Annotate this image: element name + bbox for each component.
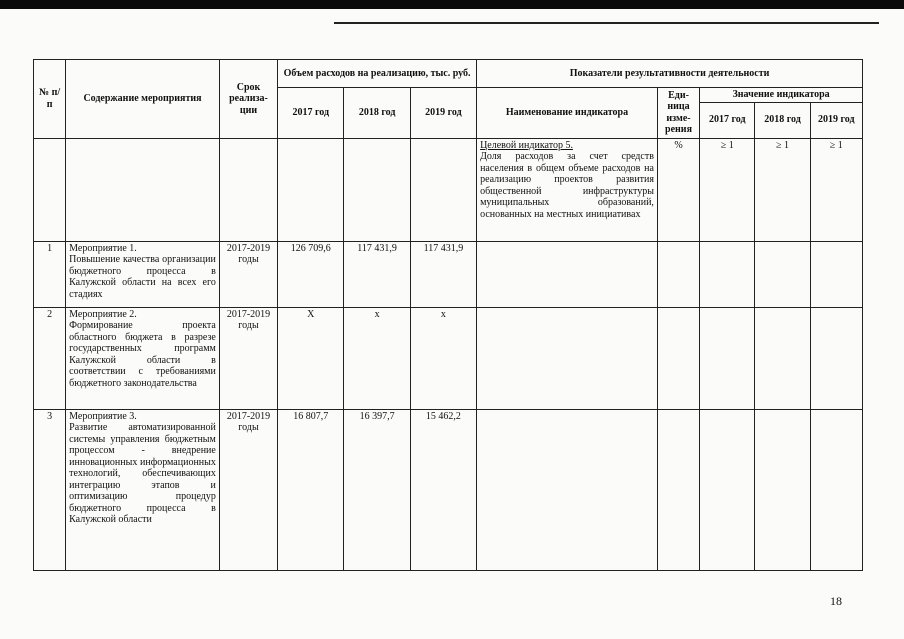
row-content <box>66 307 220 409</box>
row-cost-2019: 117 431,9 <box>410 241 476 307</box>
row-cost-2017: 126 709,6 <box>278 241 344 307</box>
row-cost-2018: 117 431,9 <box>344 241 410 307</box>
row-num: 3 <box>34 409 66 570</box>
header-row-1 <box>34 60 863 88</box>
header-rule <box>334 22 879 24</box>
activities-table <box>33 59 863 571</box>
header-content: Содержание мероприятия <box>66 60 220 139</box>
header-costs: Объем расходов на реализацию, тыс. руб. <box>278 60 477 88</box>
indicator-description <box>477 138 658 241</box>
row-cost-2017: X <box>278 307 344 409</box>
table-row <box>34 307 863 409</box>
table-row <box>34 409 863 570</box>
row-title: Мероприятие 2. <box>69 308 137 320</box>
table-row <box>34 241 863 307</box>
header-indicator-name: Наименование индикатора <box>477 88 658 139</box>
indicator-title: Целевой индикатор 5. <box>480 139 573 151</box>
header-ind-2017: 2017 год <box>700 102 755 138</box>
row-cost-2018: 16 397,7 <box>344 409 410 570</box>
header-cost-2017: 2017 год <box>278 88 344 139</box>
header-unit: Еди-ница изме-рения <box>657 88 699 139</box>
indicator-unit: % <box>657 138 699 241</box>
scan-top-border <box>0 0 904 9</box>
row-term: 2017-2019 годы <box>219 307 277 409</box>
header-ind-2019: 2019 год <box>810 102 862 138</box>
header-num: № п/п <box>34 60 66 139</box>
page-number: 18 <box>830 594 842 608</box>
row-text: Развитие автоматизированной системы управления бюджетным процессом - внедрение инновационных информационных технологий, обеспечивающих интеграцию этапов и оптимизацию процедур бюджетного процесса в Калужской области <box>69 422 216 525</box>
indicator-value-2019: ≥ 1 <box>810 138 862 241</box>
row-cost-2017: 16 807,7 <box>278 409 344 570</box>
indicator-row <box>34 138 863 241</box>
indicator-text: Доля расходов за счет средств населения в общем объеме расходов на реализацию проектов развития общественной инфраструктуры муниципальных образований, основанных на местных инициативах <box>480 151 654 220</box>
row-cost-2019: 15 462,2 <box>410 409 476 570</box>
row-text: Формирование проекта областного бюджета в разрезе государственных программ Калужской области в соответствии с требованиями бюджетного законодательства <box>69 320 216 389</box>
header-cost-2018: 2018 год <box>344 88 410 139</box>
row-title: Мероприятие 3. <box>69 410 137 422</box>
header-indicator-value: Значение индикатора <box>700 88 863 103</box>
row-cost-2018: x <box>344 307 410 409</box>
row-num: 2 <box>34 307 66 409</box>
row-content <box>66 409 220 570</box>
row-title: Мероприятие 1. <box>69 242 137 254</box>
row-num: 1 <box>34 241 66 307</box>
row-content <box>66 241 220 307</box>
header-ind-2018: 2018 год <box>755 102 810 138</box>
indicator-value-2017: ≥ 1 <box>700 138 755 241</box>
row-term: 2017-2019 годы <box>219 241 277 307</box>
header-indicators: Показатели результативности деятельности <box>477 60 863 88</box>
row-text: Повышение качества организации бюджетного процесса в Калужской области на всех его стадиях <box>69 254 216 300</box>
header-cost-2019: 2019 год <box>410 88 476 139</box>
indicator-value-2018: ≥ 1 <box>755 138 810 241</box>
header-term: Срок реализа-ции <box>219 60 277 139</box>
row-term: 2017-2019 годы <box>219 409 277 570</box>
row-cost-2019: x <box>410 307 476 409</box>
